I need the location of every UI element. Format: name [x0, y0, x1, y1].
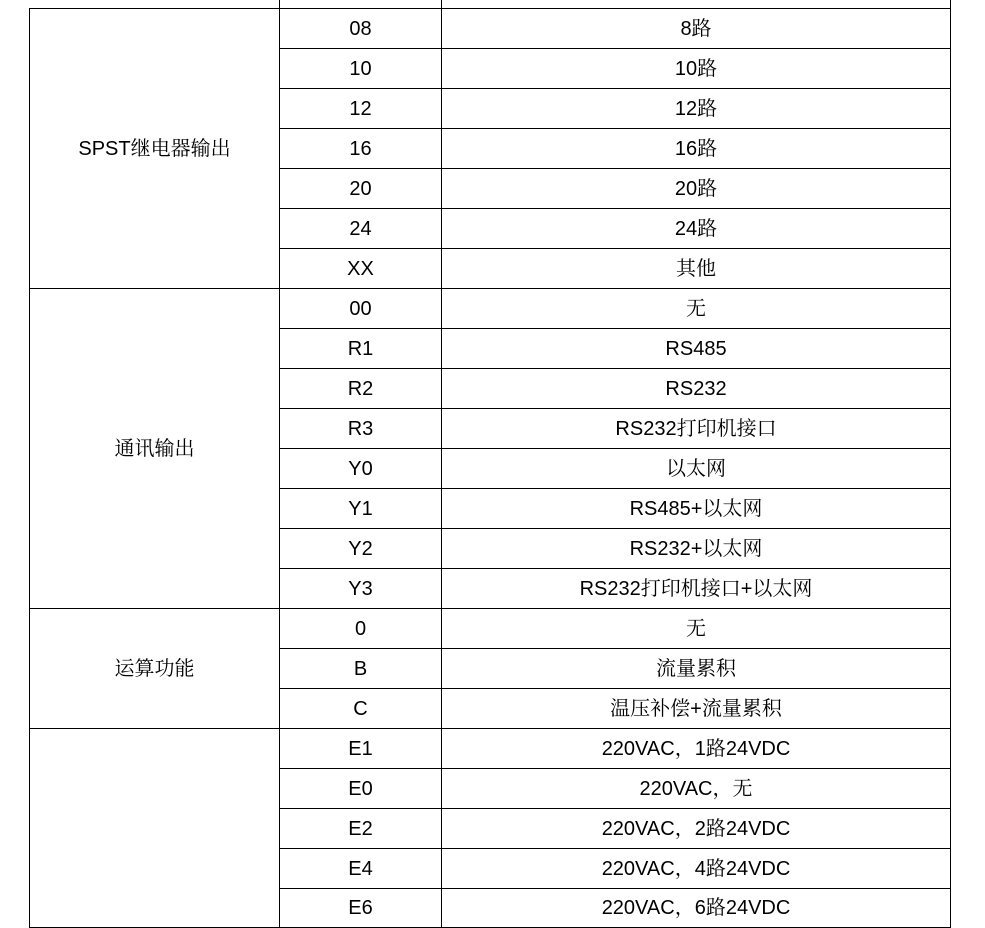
table-row: [30, 9, 951, 49]
desc-cell: 温压补偿+流量累积: [442, 689, 951, 729]
table-row: [30, 729, 951, 769]
code-cell: E6: [280, 889, 442, 928]
table-body: [30, 0, 951, 928]
code-cell: E0: [280, 769, 442, 809]
desc-cell: 以太网: [442, 449, 951, 489]
code-cell: E4: [280, 849, 442, 889]
group-cell-power-supply: [30, 729, 280, 928]
code-cell: R2: [280, 369, 442, 409]
desc-cell: 12路: [442, 89, 951, 129]
desc-cell: 220VAC，2路24VDC: [442, 809, 951, 849]
desc-cell: 220VAC，1路24VDC: [442, 729, 951, 769]
code-cell: 20: [280, 169, 442, 209]
desc-cell: 流量累积: [442, 649, 951, 689]
code-cell: XX: [280, 249, 442, 289]
desc-cell: RS232: [442, 369, 951, 409]
desc-cell: 无: [442, 289, 951, 329]
code-cell: 12: [280, 89, 442, 129]
desc-cell: 24路: [442, 209, 951, 249]
desc-cell: 无: [442, 609, 951, 649]
group-cell-clipped: [30, 0, 280, 9]
code-cell: Y3: [280, 569, 442, 609]
desc-cell: 10路: [442, 49, 951, 89]
desc-cell: 8路: [442, 9, 951, 49]
code-cell: R3: [280, 409, 442, 449]
desc-cell: RS232打印机接口: [442, 409, 951, 449]
code-cell: 24: [280, 209, 442, 249]
table-row: [30, 289, 951, 329]
desc-cell: RS485+以太网: [442, 489, 951, 529]
desc-cell: 220VAC，6路24VDC: [442, 889, 951, 928]
code-cell: 16: [280, 129, 442, 169]
code-cell: R1: [280, 329, 442, 369]
code-cell: 08: [280, 9, 442, 49]
desc-cell: 其他: [442, 249, 951, 289]
specification-table: [29, 0, 951, 928]
desc-cell: 16路: [442, 129, 951, 169]
group-cell-relay-output: SPST继电器输出: [30, 9, 280, 289]
desc-cell: 220VAC，4路24VDC: [442, 849, 951, 889]
desc-cell-clipped: [442, 0, 951, 9]
desc-cell: RS232打印机接口+以太网: [442, 569, 951, 609]
desc-cell: RS232+以太网: [442, 529, 951, 569]
code-cell: Y0: [280, 449, 442, 489]
code-cell: Y1: [280, 489, 442, 529]
code-cell: Y2: [280, 529, 442, 569]
code-cell: E2: [280, 809, 442, 849]
code-cell: E1: [280, 729, 442, 769]
table-row: [30, 609, 951, 649]
code-cell-clipped: [280, 0, 442, 9]
desc-cell: 220VAC，无: [442, 769, 951, 809]
group-cell-calculation-function: 运算功能: [30, 609, 280, 729]
table-row: [30, 0, 951, 9]
code-cell: 0: [280, 609, 442, 649]
group-cell-communication-output: 通讯输出: [30, 289, 280, 609]
code-cell: 00: [280, 289, 442, 329]
desc-cell: 20路: [442, 169, 951, 209]
code-cell: B: [280, 649, 442, 689]
code-cell: 10: [280, 49, 442, 89]
desc-cell: RS485: [442, 329, 951, 369]
code-cell: C: [280, 689, 442, 729]
